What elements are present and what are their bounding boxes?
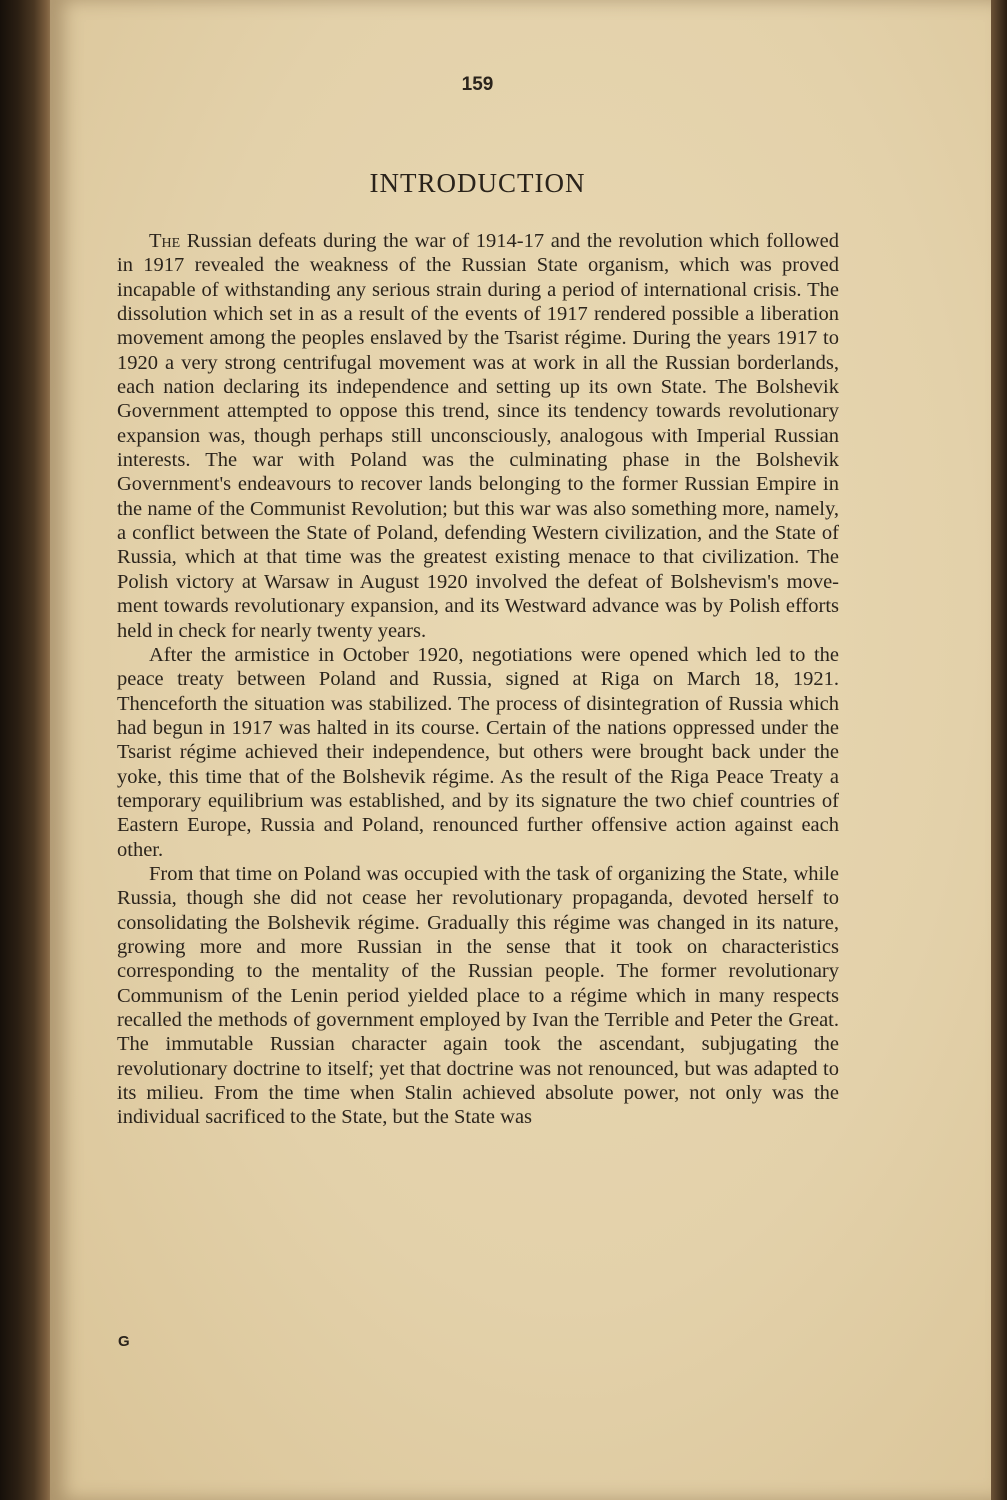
paragraph-text: After the armistice in October 1920, negotiations were opened which led to the peace treaty between Poland and Russia, signed at Riga on March 18, 1921. Thenceforth the situation was stabilized. The process of disintegration of Russia which had begun in 1917 was halted in its course. Certain of the nations oppressed under the Tsarist régime achieved their independence, but others were brought back under the yoke, this time that of the Bolshevik régime. As the result of the Riga Peace Treaty a temporary equilibrium was established, and by its signature the two chief countries of Eastern Europe, Russia and Poland, renounced further offensive action against each other. xyxy=(117,643,839,861)
page-right-edge xyxy=(991,0,1007,1500)
chapter-heading: INTRODUCTION xyxy=(369,168,586,198)
paragraph-lead: The xyxy=(149,230,181,252)
paragraph-1 xyxy=(117,229,839,643)
page-number: 159 xyxy=(461,74,494,95)
paragraph-2 xyxy=(117,643,839,862)
body-text xyxy=(117,229,839,1130)
paragraph-text: From that time on Poland was occupied with the task of organizing the State, while Russia, though she did not cease her revolutionary propaganda, devoted herself to consolidating the Bolshevik régime. Gradually this régime was changed in its nature, growing more and more Russian in the sense that it took on characteristics corresponding to the mentality of the Russian people. The former revolutionary Communism of the Lenin period yielded place to a régime which in many respects recalled the methods of government employed by Ivan the Terrible and Peter the Great. The immutable Russian character again took the ascendant, subjugating the revolutionary doctrine to itself; yet that doctrine was not renounced, but was adapted to its milieu. From the time when Stalin achieved absolute power, not only was the individual sacrificed to the State, but the State was xyxy=(117,862,839,1129)
paragraph-text: Russian defeats during the war of 1914-17 and the revolution which followed in 1917 revealed the weakness of the Russian State organism, which was proved incapable of withstanding any serious strain during a period of international crisis. The dissolution which set in as a result of the events of 1917 rendered possible a liberation movement among the peoples enslaved by the Tsarist régime. During the years 1917 to 1920 a very strong centrifugal movement was at work in all the Russian borderlands, each nation declaring its independence and setting up its own State. The Bolshevik Government attempted to oppose this trend, since its tendency towards revolutionary expansion was, though perhaps still unconsciously, analogous with Imperial Russian interests. The war with Poland was the culminating phase in the Bolshevik Government's endeavours to recover lands belonging to the former Russian Empire in the name of the Communist Revolution; but this war was also something more, namely, a conflict between the State of Poland, defending Western civilization, and the State of Russia, which at that time was the greatest existing menace to that civilization. The Polish victory at Warsaw in August 1920 involved the defeat of Bolshevism's movement towards revolutionary expansion, and its Westward advance was by Polish efforts held in check for nearly twenty years. xyxy=(117,230,839,642)
paragraph-3 xyxy=(117,862,839,1130)
signature-mark: G xyxy=(118,1333,130,1350)
